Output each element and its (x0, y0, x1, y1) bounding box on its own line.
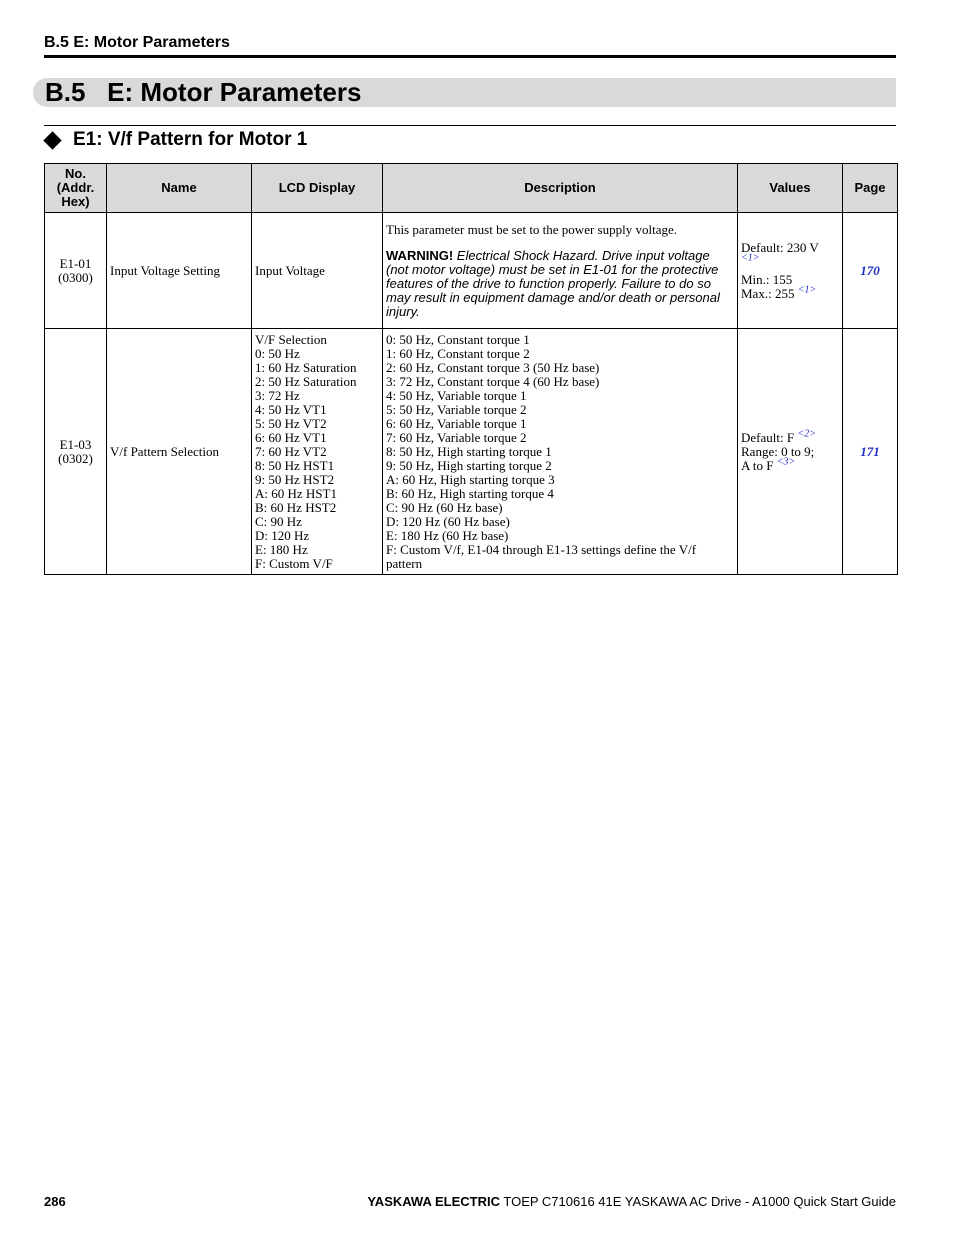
lcd-option: 6: 60 Hz VT1 (255, 429, 327, 445)
note-ref-link[interactable]: <1> (797, 284, 817, 296)
lcd-option: 7: 60 Hz VT2 (255, 443, 327, 459)
param-page (843, 213, 898, 329)
lcd-option: A: 60 Hz HST1 (255, 485, 337, 501)
lcd-option-list (255, 333, 379, 571)
param-values: Default: F $^{<2>}$ Range: 0 to 9; A to F $^{<3>}$ (738, 329, 843, 575)
description-option: 5: 50 Hz, Variable torque 2 (386, 401, 527, 417)
param-lcd: Input Voltage (252, 213, 383, 329)
lcd-option: 0: 50 Hz (255, 345, 300, 361)
lcd-option: 9: 50 Hz HST2 (255, 471, 335, 487)
lcd-option: D: 120 Hz (255, 527, 310, 543)
table-header-row (45, 164, 898, 213)
description-option: 0: 50 Hz, Constant torque 1 (386, 331, 530, 347)
description-option: B: 60 Hz, High starting torque 4 (386, 485, 554, 501)
description-option: F: Custom V/f, E1-04 through E1-13 settings define the V/f pattern (386, 541, 697, 571)
lcd-option: F: Custom V/F (255, 555, 333, 571)
diamond-bullet-icon (43, 131, 61, 149)
footer-document-title (367, 1194, 896, 1209)
note-ref-link[interactable]: <1> (741, 252, 760, 264)
subsection-title: E1: V/f Pattern for Motor 1 (73, 129, 308, 150)
description-option: 3: 72 Hz, Constant torque 4 (60 Hz base) (386, 373, 600, 389)
description-option: D: 120 Hz (60 Hz base) (386, 513, 510, 529)
param-number: E1-01 (0300) (45, 213, 107, 329)
note-ref-link[interactable]: <2> (797, 428, 816, 440)
page-number: 286 (44, 1194, 66, 1209)
param-name: Input Voltage Setting (107, 213, 252, 329)
description-option: 7: 60 Hz, Variable torque 2 (386, 429, 527, 445)
warning-note: WARNING! Electrical Shock Hazard. Drive input voltage (not motor voltage) must be set in E1-01 for the protective features of the drive to function properly. Failure to do so may result in equipment damage and/or death or personal injury. (386, 247, 720, 319)
lcd-option: 8: 50 Hz HST1 (255, 457, 335, 473)
description-option: 1: 60 Hz, Constant torque 2 (386, 345, 530, 361)
description-option: 8: 50 Hz, High starting torque 1 (386, 443, 552, 459)
description-option: 2: 60 Hz, Constant torque 3 (50 Hz base) (386, 359, 600, 375)
description-option: C: 90 Hz (60 Hz base) (386, 499, 503, 515)
col-header-page: Page (843, 164, 898, 213)
subsection-heading (44, 129, 896, 151)
col-header-lcd: LCD Display (252, 164, 383, 213)
lcd-option: 3: 72 Hz (255, 387, 300, 403)
lcd-option: 1: 60 Hz Saturation (255, 359, 357, 375)
param-name: V/f Pattern Selection (107, 329, 252, 575)
lcd-option: 2: 50 Hz Saturation (255, 373, 357, 389)
col-header-values: Values (738, 164, 843, 213)
page-link[interactable]: 171 (860, 443, 880, 459)
lcd-option: E: 180 Hz (255, 541, 308, 557)
param-page (843, 329, 898, 575)
col-header-description: Description (383, 164, 738, 213)
brand-name: YASKAWA ELECTRIC (367, 1194, 500, 1209)
lcd-option: V/F Selection (255, 331, 327, 347)
description-option: E: 180 Hz (60 Hz base) (386, 527, 509, 543)
doc-title: TOEP C710616 41E YASKAWA AC Drive - A1000 Quick Start Guide (500, 1194, 896, 1209)
section-number: B.5 (45, 77, 86, 107)
table-row (45, 213, 898, 329)
param-values: Default: 230 V $^{<1>}$ Min.: 155 Max.: 255 $^{<1>}$ (738, 213, 843, 329)
note-ref-link[interactable]: <3> (776, 456, 796, 468)
lcd-option: 4: 50 Hz VT1 (255, 401, 327, 417)
lcd-option: C: 90 Hz (255, 513, 302, 529)
section-heading (33, 78, 896, 107)
description-option-list (386, 333, 734, 571)
description-option: 4: 50 Hz, Variable torque 1 (386, 387, 527, 403)
param-number: E1-03 (0302) (45, 329, 107, 575)
description-option: 6: 60 Hz, Variable torque 1 (386, 415, 527, 431)
description-option: 9: 50 Hz, High starting torque 2 (386, 457, 552, 473)
lcd-option: B: 60 Hz HST2 (255, 499, 337, 515)
lcd-option: 5: 50 Hz VT2 (255, 415, 327, 431)
section-title: E: Motor Parameters (107, 77, 362, 107)
running-header: B.5 E: Motor Parameters (44, 34, 896, 58)
param-lcd (252, 329, 383, 575)
section-divider (44, 125, 896, 126)
param-description (383, 213, 738, 329)
table-row (45, 329, 898, 575)
parameter-table (44, 163, 898, 575)
col-header-no: No. (Addr. Hex) (45, 164, 107, 213)
page-link[interactable]: 170 (860, 262, 880, 278)
param-description (383, 329, 738, 575)
description-option: A: 60 Hz, High starting torque 3 (386, 471, 555, 487)
col-header-name: Name (107, 164, 252, 213)
description-text: This parameter must be set to the power supply voltage. (386, 221, 677, 237)
